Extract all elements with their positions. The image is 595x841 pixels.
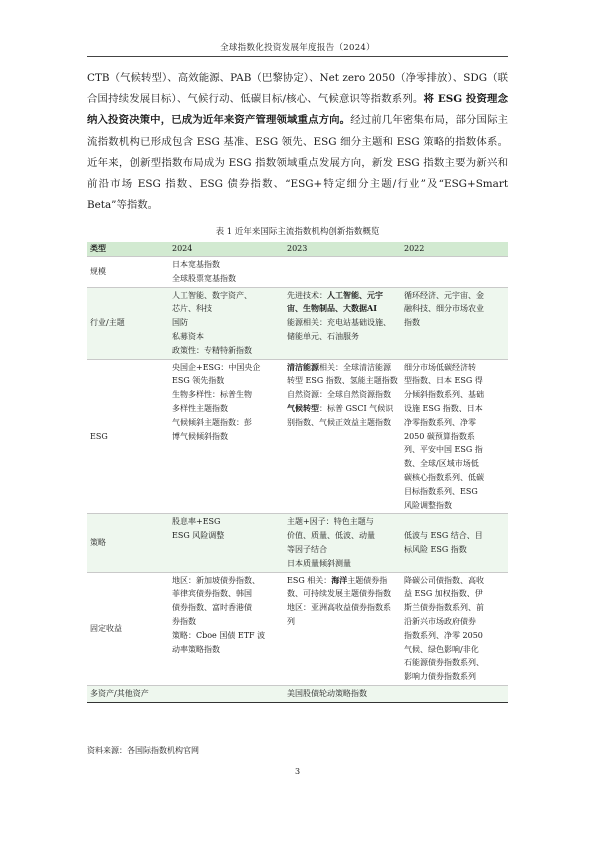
cell-2023 — [284, 514, 401, 572]
cell-line: 美国股债轮动策略指数 — [287, 688, 367, 698]
cell-line: 债券指数、富时香港债 — [172, 603, 252, 613]
cell-2022 — [401, 287, 508, 359]
header-2024: 2024 — [169, 242, 284, 257]
cell-bold-text: 清洁能源 — [287, 361, 319, 372]
cell-line: 分倾斜指数系列、基础 — [404, 390, 484, 400]
cell-2024 — [169, 257, 284, 288]
cell-line: 低波与 ESG 结合、目 — [404, 531, 483, 541]
table-row — [87, 359, 508, 514]
cell-line: 地区：新加坡债券指数、 — [172, 575, 260, 585]
cell-2022 — [401, 257, 508, 288]
cell-line: 碳核心指数系列、低碳 — [404, 472, 484, 482]
row-type: 策略 — [87, 514, 169, 572]
cell-2023 — [284, 572, 401, 685]
cell-2024 — [169, 514, 284, 572]
cell-line: 循环经济、元宇宙、金 — [404, 290, 484, 300]
cell-line: 益 ESG 加权指数、伊 — [404, 589, 483, 599]
cell-line: 国防 — [172, 318, 188, 328]
cell-line: 风险调整指数 — [404, 500, 452, 510]
cell-line: 券指数 — [172, 616, 196, 626]
cell-2022 — [401, 572, 508, 685]
table-row — [87, 572, 508, 685]
cell-bold-text: 人工智能、元宇宙、生物制品、大数据AI — [287, 289, 383, 314]
row-type: 固定收益 — [87, 572, 169, 685]
header-2022: 2022 — [401, 242, 508, 257]
cell-text: 主题债券指数、可持续发展主题债券指数 — [287, 575, 391, 599]
row-type: 多资产/其他资产 — [87, 685, 284, 702]
cell-line: 2050 碳预算指数系 — [404, 431, 475, 441]
cell-line: 设施 ESG 指数、日本 — [404, 403, 483, 413]
cell-line: 降碳公司债指数、高收 — [404, 575, 484, 585]
cell-line: 动率策略指数 — [172, 644, 220, 654]
cell-line: 目标指数系列、ESG — [404, 486, 478, 496]
cell-line: 人工智能、数字资产、 — [172, 290, 252, 300]
cell-line: 指数 — [404, 318, 420, 328]
cell-line: 融科技、细分市场农业 — [404, 304, 484, 314]
cell-2023 — [284, 685, 401, 702]
cell-line: 气候、绿色影响/非化 — [404, 644, 479, 654]
table-header-row — [87, 242, 508, 257]
cell-line: 价值、质量、低波、动量 — [287, 531, 375, 541]
cell-line: ESG 领先指数 — [172, 376, 225, 386]
cell-text: 自然资源：全球自然资源指数 — [287, 390, 391, 400]
cell-line: 政策性：专精特新指数 — [172, 345, 252, 355]
header-rule — [87, 56, 508, 57]
cell-line: 芯片、科技 — [172, 304, 212, 314]
table-row — [87, 514, 508, 572]
cell-line: 私募资本 — [172, 331, 204, 341]
innovation-index-table — [87, 242, 508, 703]
cell-line: 主题+因子：特色主题与 — [287, 517, 374, 527]
cell-line: 多样性主题指数 — [172, 403, 228, 413]
cell-text: 相关：全球清洁能源转型 ESG 指数、氢能主题指数 — [287, 362, 398, 386]
cell-line: 生物多样性：标普生物 — [172, 390, 252, 400]
cell-line: 菲律宾债券指数、韩国 — [172, 589, 252, 599]
table-source-note: 资料来源：各国际指数机构官网 — [87, 746, 199, 755]
cell-line: 股息率+ESG — [172, 517, 221, 527]
cell-line: 日本宽基指数 — [172, 260, 220, 269]
cell-line: 沿新兴市场政府债券 — [404, 616, 476, 626]
cell-line: 数、全球/区域市场低 — [404, 459, 479, 469]
cell-line: 全球股票宽基指数 — [172, 273, 236, 283]
table-caption: 表 1 近年来国际主流指数机构创新指数概览 — [215, 227, 380, 237]
cell-text: ESG 相关： — [287, 575, 332, 585]
header-type: 类型 — [87, 242, 169, 257]
table-row — [87, 257, 508, 288]
cell-line: 影响力债券指数系列 — [404, 672, 476, 682]
cell-line: 列、平安中国 ESG 指 — [404, 445, 483, 455]
cell-text: ：标普 GSCI 气候识别指数、气候正效益主题指数 — [287, 403, 394, 427]
cell-2024 — [169, 359, 284, 514]
cell-line: 气候倾斜主题指数：彭 — [172, 417, 252, 427]
cell-line: ESG 风险调整 — [172, 531, 225, 541]
cell-line: 策略：Cboe 国债 ETF 波 — [172, 630, 266, 640]
cell-line: 石能源债券指数系列、 — [404, 658, 484, 668]
row-type: ESG — [87, 359, 169, 514]
running-header: 全球指数化投资发展年度报告（2024） — [220, 43, 375, 53]
header-2023: 2023 — [284, 242, 401, 257]
row-type: 行业/主题 — [87, 287, 169, 359]
cell-line: 细分市场低碳经济转 — [404, 362, 476, 372]
cell-line: 博气候倾斜指数 — [172, 431, 228, 441]
cell-text: 能源相关：充电站基础设施、储能单元、石油服务 — [287, 318, 391, 341]
cell-line: 标风险 ESG 指数 — [404, 544, 467, 554]
cell-2022 — [401, 514, 508, 572]
body-paragraph — [87, 68, 508, 216]
cell-2024 — [169, 287, 284, 359]
row-type: 规模 — [87, 257, 169, 288]
cell-line: 央国企+ESG：中国央企 — [172, 362, 261, 372]
table-row — [87, 685, 508, 702]
table-row — [87, 287, 508, 359]
cell-2023 — [284, 287, 401, 359]
page-number: 3 — [294, 767, 301, 776]
cell-2024 — [169, 572, 284, 685]
cell-2022 — [401, 359, 508, 514]
cell-bold-text: 气候转型 — [287, 402, 319, 413]
cell-text: 先进技术： — [287, 290, 327, 300]
cell-2023 — [284, 359, 401, 514]
cell-line: 指数系列、净零 2050 — [404, 630, 483, 640]
cell-bold-text: 海洋 — [331, 574, 348, 585]
cell-2022 — [401, 685, 508, 702]
cell-line: 斯兰债券指数系列、前 — [404, 603, 484, 613]
cell-line: 等因子结合 — [287, 544, 327, 554]
cell-text: 地区：亚洲高收益债券指数系列 — [287, 603, 391, 626]
cell-line: 型指数、日本 ESG 得 — [404, 376, 483, 386]
cell-line: 净零指数系列、净零 — [404, 417, 476, 427]
paragraph-text-1: CTB（气候转型）、高效能源、PAB（巴黎协定）、Net zero 2050（净零排放）、SDG（联合国持续发展目标）、气候行动、低碳目标/核心、气候意识等指数系列。 — [87, 72, 508, 106]
paragraph-text-2: 经过前几年密集布局，部分国际主流指数机构已形成包含 ESG 基准、ESG 领先、ESG 细分主题和 ESG 策略的指数体系。近年来，创新型指数布局成为 ESG 指数领域重点发展方向，新发 ESG 指数主要为新兴和前沿市场 ESG 指数、ESG 债券指数、“ESG+特定细分主题/行业”及“ESG+Smart Beta”等指数。 — [87, 114, 509, 212]
cell-line: 日本质量倾斜测量 — [287, 558, 351, 568]
cell-2023 — [284, 257, 401, 288]
paragraph-highlight: 将 ESG 投资理念纳入投资决策中，已成为近年来资产管理领域重点方向。 — [87, 93, 508, 127]
